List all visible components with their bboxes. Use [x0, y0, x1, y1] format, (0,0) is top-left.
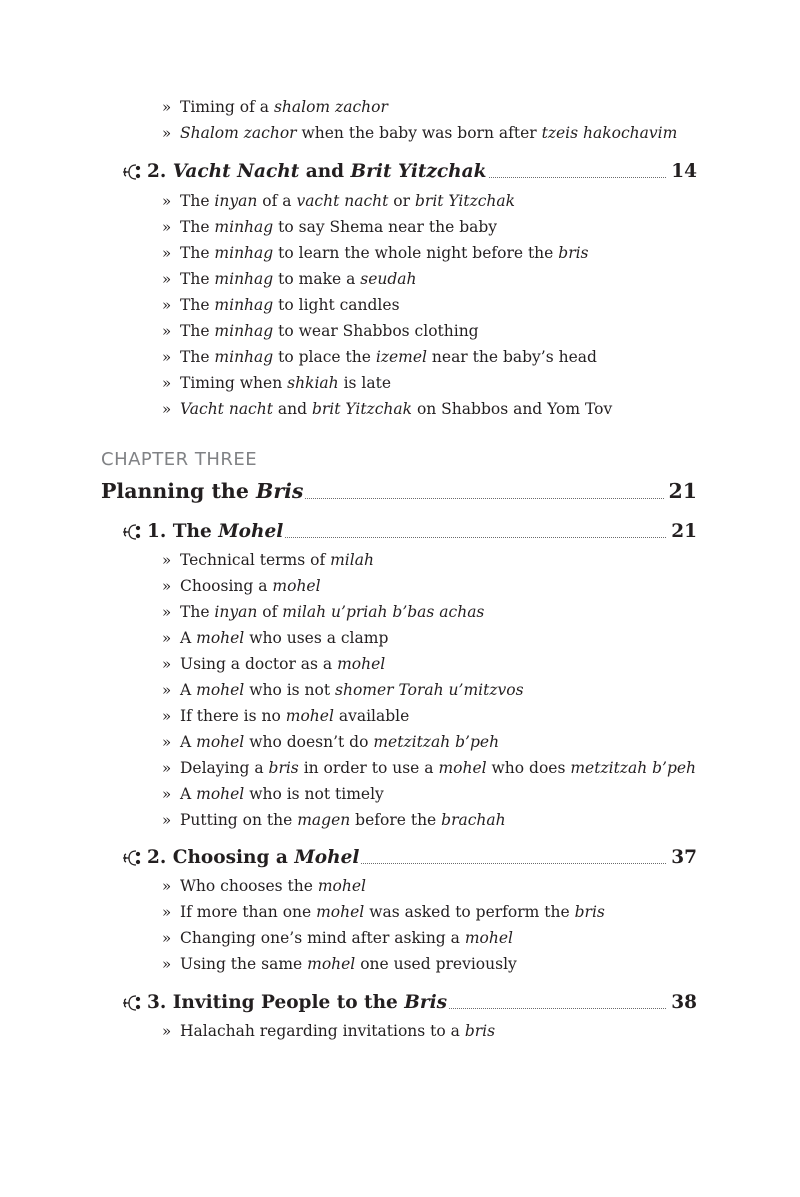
text-run: Using a doctor as a	[180, 655, 338, 673]
italic-term: inyan	[214, 192, 258, 210]
italic-term: magen	[297, 811, 351, 829]
text-run: If there is no	[180, 707, 286, 725]
entry-text	[180, 599, 484, 625]
entry-text	[180, 1018, 495, 1044]
section-heading[interactable]	[0, 988, 800, 1018]
section-title	[147, 157, 488, 187]
page-number: 38	[667, 988, 697, 1018]
entry-text	[180, 370, 391, 396]
text-run: who is not	[244, 681, 336, 699]
toc-entry[interactable]	[0, 625, 800, 651]
toc-entry[interactable]	[0, 120, 800, 146]
section-title	[147, 843, 361, 873]
bullet-mark: »	[162, 244, 172, 262]
text-run: The	[180, 322, 215, 340]
section-inviting-bullets	[0, 1018, 800, 1044]
text-run: Using the same	[180, 955, 308, 973]
italic-term: mohel	[196, 785, 245, 803]
text-run: Planning the	[101, 479, 257, 503]
toc-entry[interactable]	[0, 292, 800, 318]
bullet-mark: »	[162, 400, 172, 418]
italic-term: minhag	[214, 244, 274, 262]
italic-term: mohel	[285, 707, 334, 725]
section-vacht-bullets	[0, 188, 800, 422]
italic-term: milah u’priah b’bas achas	[282, 603, 485, 621]
text-run: 2.	[147, 161, 173, 182]
entry-text	[180, 703, 409, 729]
toc-entry[interactable]	[0, 266, 800, 292]
italic-term: brit Yitzchak	[311, 400, 413, 418]
text-run: when the baby was born after	[296, 124, 542, 142]
italic-term: shomer Torah u’mitzvos	[335, 681, 524, 699]
bullet-mark: »	[162, 296, 172, 314]
italic-term: bris	[464, 1022, 496, 1040]
text-run: available	[333, 707, 410, 725]
bullet-mark: »	[162, 270, 172, 288]
italic-term: inyan	[214, 603, 258, 621]
italic-term: izemel	[375, 348, 427, 366]
entry-text	[180, 318, 479, 344]
text-run: Delaying a	[180, 759, 269, 777]
text-run: A	[180, 733, 197, 751]
italic-term: mohel	[272, 577, 321, 595]
italic-term: minhag	[214, 218, 274, 236]
italic-term: metzitzah b’peh	[373, 733, 500, 751]
text-run: 1. The	[147, 521, 219, 542]
section-mohel-bullets	[0, 547, 800, 833]
chapter-label: CHAPTER THREE	[101, 449, 258, 470]
toc-entry[interactable]	[0, 94, 800, 120]
section-choosing-mohel	[0, 843, 800, 873]
bullet-mark: »	[162, 811, 172, 829]
toc-entry[interactable]	[0, 677, 800, 703]
text-run: one used previously	[355, 955, 517, 973]
entry-text	[180, 94, 388, 120]
toc-entry[interactable]	[0, 873, 800, 899]
text-run: Technical terms of	[180, 551, 331, 569]
italic-term: minhag	[214, 322, 274, 340]
text-run: is late	[338, 374, 392, 392]
text-run: who is not timely	[244, 785, 384, 803]
text-run: Putting on the	[180, 811, 298, 829]
section-inviting-people	[0, 988, 800, 1018]
text-run: A	[180, 681, 197, 699]
toc-entry[interactable]	[0, 729, 800, 755]
section-title	[147, 988, 449, 1018]
text-run: Timing when	[180, 374, 288, 392]
text-run: The	[180, 270, 215, 288]
entry-text	[180, 677, 524, 703]
italic-term: mohel	[337, 655, 386, 673]
section-the-mohel	[0, 517, 800, 547]
toc-entry[interactable]	[0, 951, 800, 977]
italic-term: minhag	[214, 270, 274, 288]
bullet-mark: »	[162, 759, 172, 777]
section-heading[interactable]	[0, 157, 800, 187]
toc-entry[interactable]	[0, 240, 800, 266]
bullet-mark: »	[162, 603, 172, 621]
bullet-mark: »	[162, 681, 172, 699]
section-vacht-nacht	[0, 157, 800, 187]
text-run: to place the	[273, 348, 376, 366]
text-run: on Shabbos and Yom Tov	[412, 400, 613, 418]
text-run: Halachah regarding invitations to a	[180, 1022, 465, 1040]
italic-term: minhag	[214, 296, 274, 314]
text-run: of	[257, 603, 283, 621]
italic-term: bris	[574, 903, 605, 921]
toc-entry[interactable]	[0, 755, 800, 781]
entry-text	[180, 188, 515, 214]
text-run: Changing one’s mind after asking a	[180, 929, 465, 947]
text-run: The	[180, 218, 215, 236]
bullet-mark: »	[162, 877, 172, 895]
toc-entry[interactable]	[0, 573, 800, 599]
italic-term: Vacht nacht	[180, 400, 273, 418]
italic-term: Vacht Nacht	[172, 161, 300, 182]
bullet-mark: »	[162, 124, 172, 142]
bullet-mark: »	[162, 629, 172, 647]
bullet-mark: »	[162, 929, 172, 947]
entry-text	[180, 396, 612, 422]
fleuron-icon	[122, 163, 142, 181]
text-run: who does	[486, 759, 571, 777]
text-run: The	[180, 348, 215, 366]
bullet-mark: »	[162, 374, 172, 392]
entry-text	[180, 755, 696, 781]
italic-term: shalom zachor	[273, 98, 388, 116]
entry-text	[180, 781, 384, 807]
text-run: of a	[257, 192, 297, 210]
text-run: The	[180, 192, 215, 210]
bullet-mark: »	[162, 348, 172, 366]
page-number: 14	[667, 157, 697, 187]
entry-text	[180, 573, 321, 599]
text-run: was asked to perform the	[364, 903, 575, 921]
bullet-mark: »	[162, 655, 172, 673]
toc-entry[interactable]	[0, 318, 800, 344]
entry-text	[180, 925, 513, 951]
text-run: If more than one	[180, 903, 317, 921]
entry-text	[180, 240, 589, 266]
text-run: to wear Shabbos clothing	[273, 322, 479, 340]
text-run: Who chooses the	[180, 877, 318, 895]
page-number: 21	[664, 474, 697, 508]
bullet-mark: »	[162, 192, 172, 210]
bullet-mark: »	[162, 733, 172, 751]
bullet-mark: »	[162, 955, 172, 973]
text-run: or	[388, 192, 415, 210]
toc-entry[interactable]	[0, 651, 800, 677]
entry-text	[180, 651, 385, 677]
chapter-heading[interactable]	[0, 474, 800, 508]
text-run: in order to use a	[298, 759, 439, 777]
bullet-mark: »	[162, 98, 172, 116]
text-run: Timing of a	[180, 98, 274, 116]
section-heading[interactable]	[0, 843, 800, 873]
top-bullet-list	[0, 94, 800, 146]
entry-text	[180, 807, 506, 833]
toc-entry[interactable]	[0, 703, 800, 729]
text-run: to make a	[273, 270, 361, 288]
section-title	[147, 517, 285, 547]
italic-term: metzitzah b’peh	[570, 759, 697, 777]
fleuron-icon	[122, 994, 142, 1012]
italic-term: bris	[268, 759, 299, 777]
entry-text	[180, 547, 374, 573]
toc-entry[interactable]	[0, 807, 800, 833]
text-run: near the baby’s head	[426, 348, 597, 366]
entry-text	[180, 266, 417, 292]
toc-entry[interactable]	[0, 925, 800, 951]
italic-term: mohel	[317, 877, 366, 895]
italic-term: mohel	[316, 903, 365, 921]
italic-term: mohel	[307, 955, 356, 973]
text-run: to learn the whole night before the	[273, 244, 559, 262]
italic-term: Mohel	[218, 521, 284, 542]
italic-term: seudah	[360, 270, 417, 288]
entry-text	[180, 951, 517, 977]
italic-term: vacht nacht	[296, 192, 389, 210]
section-heading[interactable]	[0, 517, 800, 547]
text-run: before the	[350, 811, 442, 829]
italic-term: minhag	[214, 348, 274, 366]
page-number: 37	[667, 843, 697, 873]
text-run: and	[299, 161, 351, 182]
entry-text	[180, 120, 677, 146]
italic-term: Bris	[404, 992, 448, 1013]
italic-term: shkiah	[287, 374, 339, 392]
toc-entry[interactable]	[0, 781, 800, 807]
entry-text	[180, 214, 497, 240]
toc-entry[interactable]	[0, 214, 800, 240]
italic-term: mohel	[464, 929, 513, 947]
toc-entry[interactable]	[0, 396, 800, 422]
chapter-title	[101, 474, 305, 508]
toc-entry[interactable]	[0, 344, 800, 370]
text-run: to say Shema near the baby	[273, 218, 498, 236]
bullet-mark: »	[162, 551, 172, 569]
bullet-mark: »	[162, 577, 172, 595]
toc-entry[interactable]	[0, 899, 800, 925]
bullet-mark: »	[162, 1022, 172, 1040]
italic-term: mohel	[196, 629, 245, 647]
entry-text	[180, 729, 499, 755]
italic-term: Mohel	[294, 847, 360, 868]
toc-entry[interactable]	[0, 370, 800, 396]
text-run: A	[180, 785, 197, 803]
fleuron-icon	[122, 849, 142, 867]
text-run: to light candles	[273, 296, 400, 314]
text-run: A	[180, 629, 197, 647]
italic-term: mohel	[196, 733, 245, 751]
section-choosing-bullets	[0, 873, 800, 977]
italic-term: milah	[330, 551, 374, 569]
text-run: who uses a clamp	[244, 629, 389, 647]
bullet-mark: »	[162, 218, 172, 236]
text-run: who doesn’t do	[244, 733, 374, 751]
text-run: 2. Choosing a	[147, 847, 295, 868]
italic-term: tzeis hakochavim	[541, 124, 678, 142]
text-run: The	[180, 603, 215, 621]
toc-entry[interactable]	[0, 1018, 800, 1044]
italic-term: mohel	[438, 759, 487, 777]
toc-entry[interactable]	[0, 547, 800, 573]
entry-text	[180, 344, 597, 370]
toc-entry[interactable]	[0, 599, 800, 625]
text-run: Choosing a	[180, 577, 273, 595]
entry-text	[180, 625, 388, 651]
text-run: and	[272, 400, 312, 418]
text-run: The	[180, 296, 215, 314]
entry-text	[180, 899, 605, 925]
text-run: 3. Inviting People to the	[147, 992, 405, 1013]
italic-term: mohel	[196, 681, 245, 699]
italic-term: Brit Yitzchak	[350, 161, 487, 182]
italic-term: brachah	[441, 811, 506, 829]
italic-term: Shalom zachor	[180, 124, 297, 142]
entry-text	[180, 292, 400, 318]
italic-term: brit Yitzchak	[414, 192, 516, 210]
entry-text	[180, 873, 366, 899]
fleuron-icon	[122, 523, 142, 541]
page-number: 21	[667, 517, 697, 547]
italic-term: bris	[558, 244, 589, 262]
bullet-mark: »	[162, 785, 172, 803]
bullet-mark: »	[162, 707, 172, 725]
bullet-mark: »	[162, 903, 172, 921]
text-run: The	[180, 244, 215, 262]
toc-entry[interactable]	[0, 188, 800, 214]
italic-term: Bris	[256, 479, 304, 503]
bullet-mark: »	[162, 322, 172, 340]
